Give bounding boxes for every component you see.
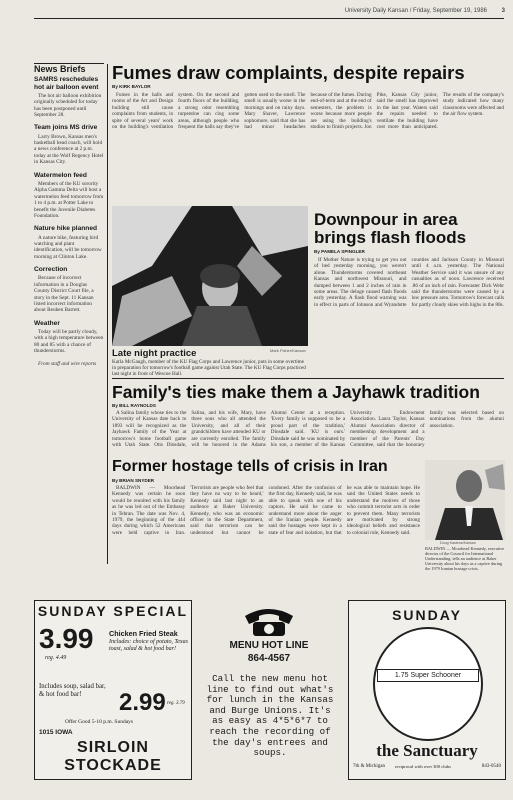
photo-caption: Karla McGaugh, member of the KU Flag Corps and Lawrence junior, puts in some overtime in preparation for tomorrow's football game against Utah State. The KU Flag Corps practiced last night in front of Wescoe Hall. (112, 359, 306, 377)
story-body-storm (314, 257, 504, 375)
brief-body: Larry Brown, Kansas men's basketball head coach, will hold a news conference at 2 p.m. today at the Wolf Regency Hotel in Kansas City. (34, 133, 104, 166)
brief-title: Team joins MS drive (34, 124, 98, 132)
headline-fumes: Fumes draw complaints, despite repairs (112, 62, 465, 83)
brief-item (34, 124, 104, 165)
price-second-note: reg. 3.79 (167, 701, 185, 706)
hotline-body: Call the new menu hot line to find out what's for lunch in the Kansas and Burge Unions. It's as easy as 4*5*6*7 to reach the recording of the day's entrees and soups. (206, 673, 334, 759)
byline-fumes: By KIRK BAYLOR (112, 84, 151, 89)
brief-item (34, 320, 104, 355)
story-text: Fumes in the halls and rooms of the Art and Design building still cause complaints from students, in spite of several years' work on the building's ventilation system. On the second and fourth floors of the building, a strong odor resembling turpentine can clog some areas, although people who frequent the halls say they've gotten used to the smell. The smell is usually worse in the mornings and on rainy days. Mary Shaver, Lawrence sophomore, said that she has had minor headaches because of the fumes. During end-of-term and at the end of semesters, the problem is worse because more people are using the building's studios to finish projects. Jon Pike, Kansas City junior, said the smell has improved in the last year. Waters said the repairs needed to ventilate the building have cost more than anticipated. The results of the company's study indicated how many classrooms were affected and the air flow system. (112, 92, 504, 131)
price-main-note: reg. 4.49 (45, 655, 67, 661)
sanctuary-ad (348, 600, 506, 780)
sanctuary-day: SUNDAY (392, 607, 462, 623)
schooner-graphic (373, 627, 483, 741)
brief-body: Today will be partly cloudy, with a high temperature between 80 and 85 with a chance of thunderstorms. (34, 328, 104, 355)
schooner-offer: 1.75 Super Schooner (377, 669, 479, 682)
story-body-iran (112, 485, 420, 570)
news-briefs-heading: News Briefs (34, 64, 86, 74)
price-main: 3.99 (39, 623, 94, 654)
kennedy-photo-credit: Doug Kastens/Kansan (440, 541, 476, 545)
folio-page-number: 3 (501, 8, 505, 14)
stockade-logo-line2: STOCKADE (64, 757, 162, 774)
hotline-title: MENU HOT LINE (229, 640, 309, 651)
story-body-fumes (112, 92, 504, 204)
sanctuary-address: 7th & Michigan (353, 764, 385, 769)
story-text: If Mother Nature is trying to get you out of bed yesterday morning, you weren't alone. Thunderstorms covered northeast Kansas and northwest Missouri, and dumped between 1 and 2 inches of rain in some areas. The deluge caused flash floods early yesterday. A flash flood warning was in effect in parts of Johnson and Wyandotte counties and Jackson County in Missouri until 4 a.m. yesterday. The National Weather Service said it was unsure of any casualties as of noon. Lawrence received .86 of an inch of rain. Forecaster Dick Wehr said the thunderstorms were caused by a low pressure area. Tomorrow's forecast calls for partly cloudy skies with highs in the 80s. (314, 257, 504, 308)
kennedy-photo-caption: BALDWIN — Moorhead Kennedy, executive director of the Council for International Understanding, tells an audience at Baker University about his days as a captive during the 1979 Iranian hostage crisis. (425, 546, 505, 571)
brief-body: A nature hike, featuring bird watching and plant identification, will be tomorrow morning at Clinton Lake. (34, 234, 102, 260)
sirloin-stockade-ad (34, 600, 192, 780)
brief-title: Correction (34, 266, 68, 274)
kennedy-portrait (425, 460, 505, 540)
brief-body: The hot air balloon exhibition originally scheduled for today has been postponed until September 28. (34, 92, 102, 119)
item2-desc: Includes soup, salad bar, & hot food bar! (39, 683, 106, 698)
sunday-special-title: SUNDAY SPECIAL (37, 603, 189, 619)
brief-body: Members of the KU sorority Alpha Gamma Delta will host a watermelon feed tomorrow from 1 to 4 p.m. at Potter Lake to benefit the Juvenile Diabetes Foundation. (34, 180, 104, 219)
brief-title: SAMRS reschedules hot air balloon event (34, 76, 99, 91)
sanctuary-footer: reciprocal with over 300 clubs (395, 764, 451, 769)
telephone-icon (239, 602, 299, 638)
offer-note: Offer Good 5-10 p.m. Sundays (65, 719, 134, 725)
headline-jayhawk: Family's ties make them a Jayhawk tradition (112, 382, 480, 402)
brief-item (34, 172, 104, 220)
headline-iran: Former hostage tells of crisis in Iran (112, 458, 388, 475)
news-briefs-column (34, 66, 104, 370)
photo-caption-title: Late night practice (112, 348, 197, 359)
stockade-logo-line1: SIRLOIN (77, 739, 149, 756)
top-rule (34, 18, 504, 19)
headline-storm-line1: Downpour in area (314, 210, 458, 229)
kennedy-photo (425, 460, 505, 540)
price-second: 2.99 (119, 689, 166, 716)
hotline-phone: 864-4567 (247, 653, 291, 664)
stockade-address: 1015 IOWA (39, 729, 73, 736)
item1-title: Chicken Fried Steak (109, 629, 178, 638)
brief-title: Watermelon feed (34, 171, 87, 179)
byline-iran: By BRIAN SNYDER (112, 478, 155, 483)
mid-rule (112, 378, 504, 379)
story-body-jayhawk (112, 410, 504, 456)
brief-item (34, 225, 104, 260)
brief-title: Weather (34, 319, 60, 327)
flag-corps-photo (112, 206, 308, 346)
headline-storm-line2: brings flash floods (314, 228, 467, 247)
story-text: A Salina family whose ties to the University of Kansas date back to 1893 will be recognized as the Jayhawk Family of the Year at tomorrow's home football game with Utah State. Otis Dinsdale, Salina, and his wife, Mary, have three sons who all attended the University, and all of their grandchildren have attended KU or are currently enrolled. The family will be honored in the Adams Alumni Center at a reception. 'Every family is supposed to be a proud part of the tradition,' Dinsdale said. 'KU is ours.' Dinsdale said he was nominated by his son, a member of the Kansas University Endowment Association. Laura Taylor, Kansas Alumni Association director of membership development and a member of the Parents' Day Committee, said that the honorary family was selected based on nominations from the alumni association. (112, 410, 504, 449)
brief-item (34, 76, 104, 118)
briefs-source: From staff and wire reports (38, 360, 97, 367)
item1-desc: Includes: choice of potato, Texas toast, salad & hot food bar! (109, 639, 188, 652)
brief-body: Because of incorrect information in a Douglas County District Court file, a story in the Sept. 11 Kansan listed incorrect information about Reuben Barrett. (34, 275, 94, 314)
sanctuary-logo: the Sanctuary (376, 741, 478, 760)
menu-hotline-ad (194, 600, 344, 778)
story-text: BALDWIN — Moorhead Kennedy was certain he soon would be reunited with his family as he was led out of the Embassy in Tehran. The date was Nov. 4, 1979, the beginning of the 444 days during which 52 Americans were held captive in Iran. 'Terrorists are people who feel that they have no way to be heard,' Kennedy said last night to an audience at Baker University. Kennedy, who was an economic officer in the State Department, said that terrorism can be understood but cannot be condoned. After the confusion of the first day, Kennedy said, he was able to speak with one of his captors. He said he came to understand more about the anger of the Iranian people. Kennedy said the hostages were kept in a state of fear and isolation, but that he was able to maintain hope. He said the United States needs to understand the motives of those who commit terrorist acts in order to prevent them. Many terrorists are motivated by strong ideological beliefs and resistance to colonial rule, Kennedy said. (112, 485, 420, 536)
left-col-divider (107, 64, 108, 564)
brief-item (34, 266, 104, 314)
sanctuary-phone: 843-0540 (481, 764, 501, 769)
byline-jayhawk: By BILL RAYNOLDS (112, 403, 156, 408)
folio-paper-date: University Daily Kansan / Friday, September 19, 1986 (344, 8, 487, 14)
byline-storm: By PAMELA SPINGLER (314, 249, 365, 254)
photo-credit: Mark Fisher/Kansan (270, 348, 306, 353)
feature-photo (112, 206, 308, 346)
brief-title: Nature hike planned (34, 225, 98, 233)
